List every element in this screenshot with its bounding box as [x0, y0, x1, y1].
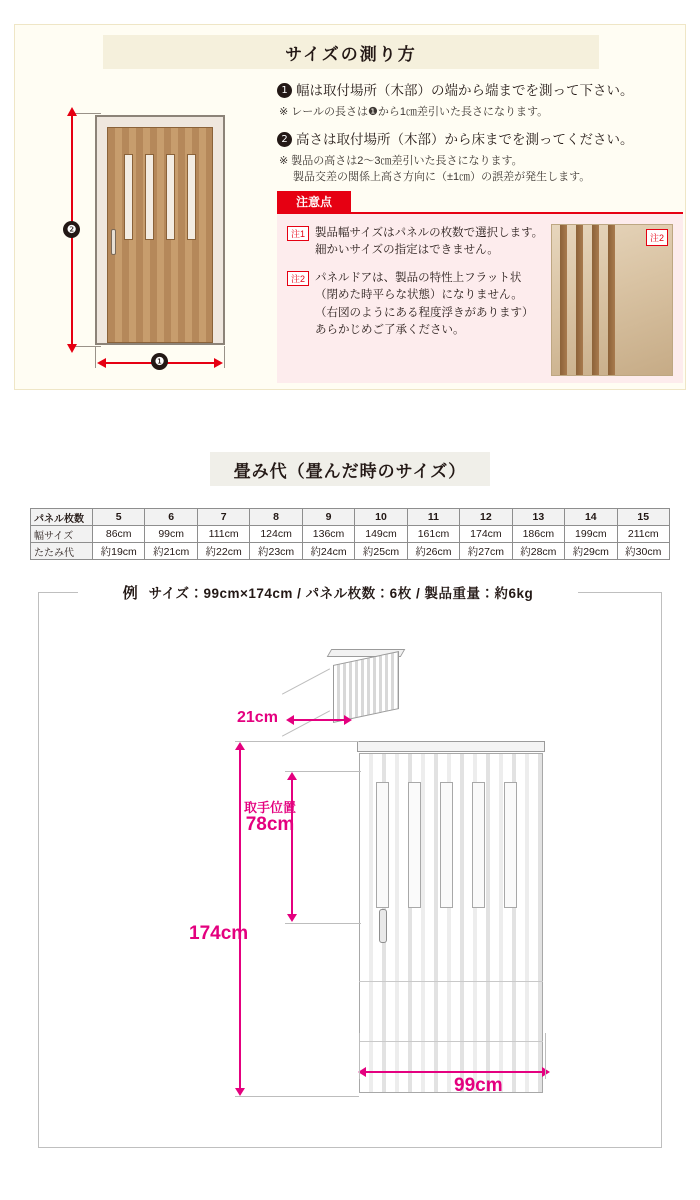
- tick-right: [224, 346, 225, 368]
- cell-fold-3: 約23cm: [250, 543, 302, 560]
- door2-glass-4: [472, 782, 485, 908]
- handle-height-label: 78cm: [245, 813, 295, 835]
- height-badge: ❷: [63, 221, 80, 238]
- cell-panels-1: 6: [145, 509, 197, 526]
- row-header-panels: パネル枚数: [31, 509, 93, 526]
- door2-glass-2: [408, 782, 421, 908]
- note-1-text: ※ レールの長さは❶から1㎝差引いた長さになります。: [279, 106, 549, 119]
- handle-position-label: 取手位置: [244, 800, 297, 815]
- door2-glass-1: [376, 782, 389, 908]
- instruction-1-text: 幅は取付場所（木部）の端から端までを測って下さい。: [296, 83, 634, 98]
- door2-glass-3: [440, 782, 453, 908]
- cell-panels-2: 7: [197, 509, 249, 526]
- table-row-panels: [31, 509, 670, 526]
- width-badge: ❶: [151, 353, 168, 370]
- guide-top: [235, 741, 359, 742]
- cell-panels-3: 8: [250, 509, 302, 526]
- door2-divider-2: [359, 1041, 543, 1042]
- section-title-measure: サイズの測り方: [103, 35, 599, 69]
- cell-panels-10: 15: [617, 509, 669, 526]
- instruction-1: [277, 81, 683, 101]
- caution-body: [277, 212, 683, 383]
- table-row-widths: [31, 526, 670, 543]
- caution-tag-1: 注1: [287, 226, 309, 241]
- door-handle: [111, 229, 116, 255]
- example-caption-prefix: 例: [122, 585, 139, 602]
- height-label: 174cm: [189, 923, 249, 944]
- guide-bottom: [235, 1096, 359, 1097]
- example-caption-text: サイズ：99cm×174cm / パネル枚数：6枚 / 製品重量：約6kg: [148, 586, 534, 601]
- caution-text-2: パネルドアは、製品の特性上フラット状（閉めた時平らな状態）になりません。（右図のようにある程度浮きがあります）あらかじめご了承ください。: [315, 272, 534, 336]
- caution-tag-2: 注2: [287, 271, 309, 286]
- note-2-text: ※ 製品の高さは2～3㎝差引いた長さになります。: [279, 155, 523, 168]
- row-header-fold: たたみ代: [31, 543, 93, 560]
- tick-left: [95, 346, 96, 368]
- note-1: [279, 105, 683, 121]
- cell-fold-2: 約22cm: [197, 543, 249, 560]
- cell-fold-8: 約28cm: [512, 543, 564, 560]
- caution-item-2: [287, 270, 537, 339]
- handle-height-group: [244, 801, 296, 835]
- cell-fold-6: 約26cm: [407, 543, 459, 560]
- width-label: 99cm: [454, 1075, 503, 1096]
- door-glass-4: [187, 154, 196, 240]
- example-door-diagram: [357, 741, 545, 1097]
- cell-panels-7: 12: [460, 509, 512, 526]
- door-measure-diagram: [43, 85, 265, 385]
- fold-depth-label: 21cm: [237, 709, 278, 726]
- door2-handle: [379, 909, 387, 943]
- door-frame: [95, 115, 225, 345]
- cell-fold-4: 約24cm: [302, 543, 354, 560]
- cell-width-8: 186cm: [512, 526, 564, 543]
- door-glass-2: [145, 154, 154, 240]
- cell-panels-4: 9: [302, 509, 354, 526]
- caution-tab-label: 注意点: [277, 191, 351, 212]
- cell-width-6: 161cm: [407, 526, 459, 543]
- caution-text-1: 製品幅サイズはパネルの枚数で選択します。細かいサイズの指定はできません。: [315, 227, 544, 257]
- cell-width-2: 111cm: [197, 526, 249, 543]
- cell-fold-1: 約21cm: [145, 543, 197, 560]
- how-to-measure-section: [14, 24, 686, 390]
- door2-top-rail: [357, 741, 545, 752]
- cell-fold-7: 約27cm: [460, 543, 512, 560]
- cell-fold-10: 約30cm: [617, 543, 669, 560]
- cell-width-5: 149cm: [355, 526, 407, 543]
- row-header-width: 幅サイズ: [31, 526, 93, 543]
- height-dimension-arrow: [239, 749, 241, 1089]
- door2-glass-5: [504, 782, 517, 908]
- cell-width-0: 86cm: [93, 526, 145, 543]
- guide-handle-bottom: [285, 923, 361, 924]
- fold-size-table: [30, 508, 670, 560]
- instruction-2-text: 高さは取付場所（木部）から床までを測ってください。: [296, 132, 634, 148]
- caution-item-1: [287, 225, 547, 260]
- cell-fold-0: 約19cm: [93, 543, 145, 560]
- cell-width-9: 199cm: [565, 526, 617, 543]
- caution-photo: [551, 224, 673, 376]
- cell-width-4: 136cm: [302, 526, 354, 543]
- fold-depth-arrow: [293, 719, 345, 721]
- example-diagram-section: [38, 592, 662, 1148]
- cell-width-7: 174cm: [460, 526, 512, 543]
- measure-instructions: [277, 81, 683, 195]
- stack-panels: [333, 651, 399, 723]
- example-caption: [78, 582, 578, 602]
- bullet-2-icon: 2: [277, 132, 292, 147]
- instruction-2: [277, 130, 683, 150]
- cell-panels-5: 10: [355, 509, 407, 526]
- bullet-1-icon: 1: [277, 83, 292, 98]
- leader-line-1: [282, 668, 330, 694]
- note-3-text: 製品交差の関係上高さ方向に（±1㎝）の誤差が発生します。: [293, 171, 591, 184]
- section-title-fold: 畳み代（畳んだ時のサイズ）: [210, 452, 490, 486]
- door-glass-3: [166, 154, 175, 240]
- door2-divider-1: [359, 981, 543, 982]
- door-panels: [107, 127, 213, 343]
- cell-fold-9: 約29cm: [565, 543, 617, 560]
- folded-stack-diagram: [329, 649, 403, 719]
- door-glass-1: [124, 154, 133, 240]
- photo-tag: 注2: [646, 229, 668, 246]
- width-dimension-arrow: [365, 1071, 543, 1073]
- cell-panels-9: 14: [565, 509, 617, 526]
- caution-block: [277, 191, 683, 383]
- note-2: [279, 154, 683, 186]
- cell-fold-5: 約25cm: [355, 543, 407, 560]
- guide-width-left: [359, 1033, 360, 1079]
- table-row-folds: [31, 543, 670, 560]
- cell-panels-8: 13: [512, 509, 564, 526]
- cell-width-3: 124cm: [250, 526, 302, 543]
- cell-width-1: 99cm: [145, 526, 197, 543]
- cell-width-10: 211cm: [617, 526, 669, 543]
- guide-width-right: [545, 1033, 546, 1079]
- cell-panels-6: 11: [407, 509, 459, 526]
- cell-panels-0: 5: [93, 509, 145, 526]
